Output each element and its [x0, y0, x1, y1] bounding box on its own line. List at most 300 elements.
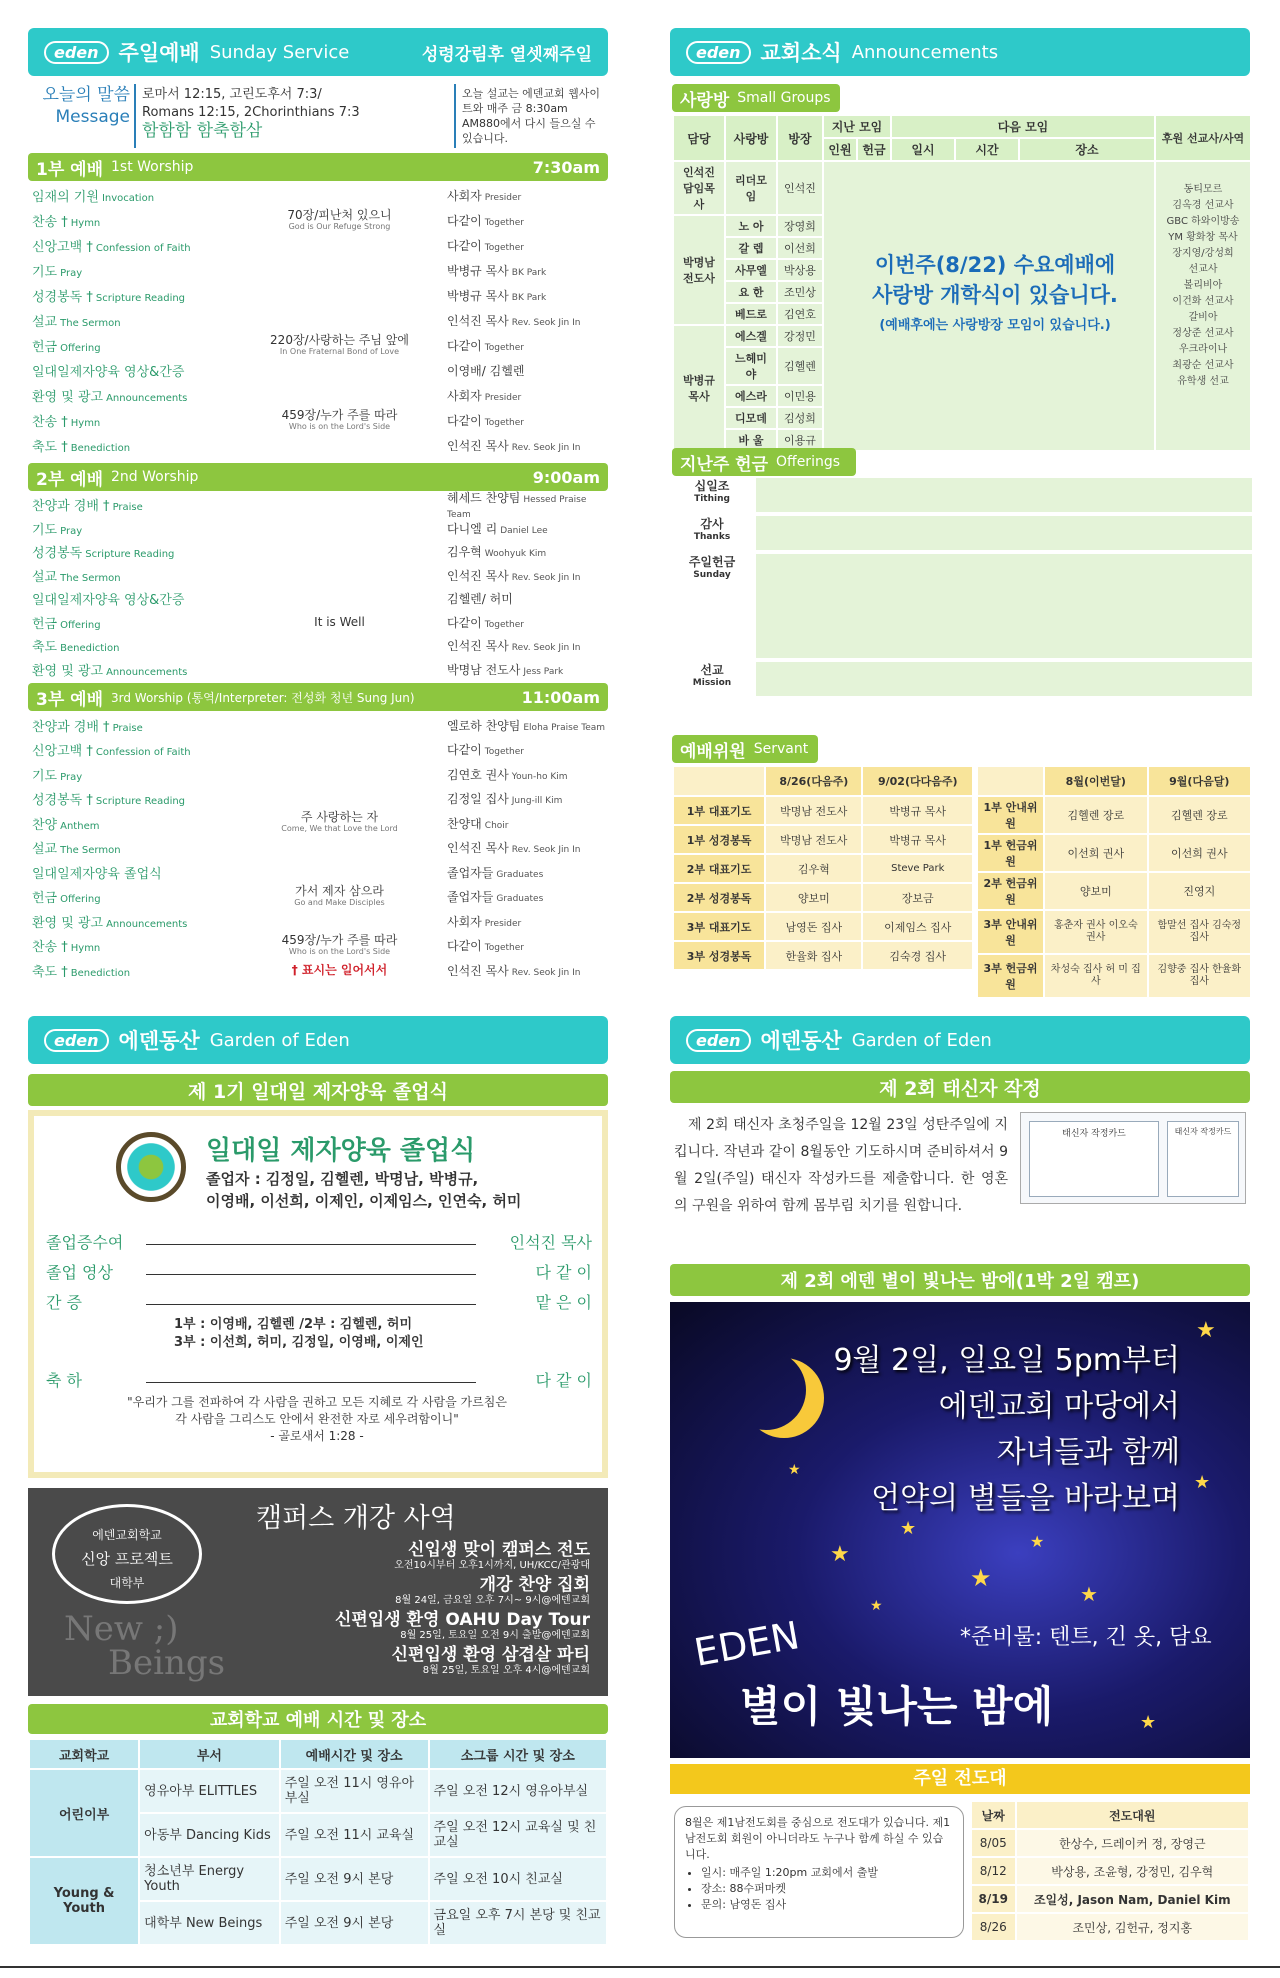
- order-leader-name-en: Youn-ho Kim: [511, 771, 568, 782]
- order-item-name-en: Hymn: [70, 218, 101, 229]
- star-icon: ★: [1080, 1582, 1098, 1606]
- order-item: [32, 519, 232, 538]
- order-music-title: 주 사랑하는 자: [300, 810, 379, 825]
- school-head-cell: 부서: [139, 1739, 280, 1769]
- order-row: [32, 333, 608, 358]
- offering-row: [672, 662, 1252, 696]
- order-item: [32, 311, 232, 330]
- order-leader-name-en: Rev. Seok Jin In: [511, 572, 581, 583]
- servant-name: 박병규 목사: [862, 796, 973, 825]
- order-leader-name-en: Rev. Seok Jin In: [511, 443, 581, 453]
- order-leader: [447, 312, 608, 329]
- order-leader-name: 인석진 목사: [447, 841, 509, 856]
- program-leader: 맡 은 이: [535, 1293, 592, 1312]
- offering-label: [672, 554, 752, 658]
- servant-bar: 예배위원 Servant: [672, 735, 818, 763]
- order-item-name: 설교: [32, 842, 58, 858]
- offering-label: [672, 478, 752, 512]
- order-row: [32, 258, 608, 283]
- servant-row: [673, 796, 973, 825]
- order-item-name: 설교: [32, 315, 58, 330]
- order-leader: [447, 637, 608, 654]
- order-item: [32, 386, 232, 405]
- order-music-subtitle: Who is on the Lord's Side: [288, 946, 391, 956]
- order-item-name: 헌금: [32, 616, 58, 632]
- order-leader: [447, 412, 608, 429]
- offering-amount: [756, 662, 1252, 696]
- order-music-title: 459장/누가 주를 따라: [281, 932, 398, 947]
- order-row: [32, 433, 608, 458]
- order-item: [32, 740, 232, 759]
- order-row: [32, 713, 608, 738]
- evangelism-info: 8월은 제1남전도회를 중심으로 전도대가 있습니다. 제1 남전도회 회원이 아니더라도 누구나 함께 하실 수 있습니다. • 일시: 매주일 1:20pm 교회에서 출발 • 장소: 88수퍼마켓 • 문의: 남영돈 집사: [674, 1806, 964, 1938]
- evangelism-members: 한상수, 드레이커 정, 장영근: [1016, 1829, 1249, 1857]
- order-leader-name: 박병규 목사: [447, 264, 509, 278]
- order-leader-name-en: Daniel Lee: [500, 525, 548, 536]
- scripture: 로마서 12:15, 고린도후서 7:3/ Romans 12:15, 2Chorinthians 7:3 함함함 함축함삼: [142, 87, 360, 141]
- group-leader: 박명남 전도사: [673, 215, 725, 325]
- order-item-name: 신앙고백 †: [32, 240, 93, 255]
- program-row: [46, 1368, 592, 1394]
- event-detail: 오전10시부터 오후1시까지, UH/KCC/관광대: [394, 1560, 590, 1571]
- missionary-name: 갈비아: [1188, 312, 1218, 323]
- order-music-title: 70장/피난처 있으니: [287, 207, 392, 222]
- servant-row: [673, 883, 973, 912]
- offering-name: 감사: [700, 517, 724, 531]
- servant-head: [673, 766, 973, 796]
- evangelism-row: [971, 1913, 1249, 1941]
- order-music-title: 459장/누가 주를 따라: [281, 407, 398, 422]
- order-leader: [447, 790, 608, 807]
- order-row: [32, 358, 608, 383]
- order-item-name-en: Announcements: [106, 918, 188, 930]
- order-music-title: 가서 제자 삼으라: [295, 883, 384, 898]
- order-leader-name-en: Together: [484, 418, 524, 428]
- group-name: 느헤미야: [725, 347, 777, 385]
- program-line: [146, 1304, 476, 1305]
- missionary-name: 정상준 선교사: [1172, 328, 1234, 339]
- servant-row: [673, 854, 973, 883]
- star-icon: ★: [1194, 1472, 1211, 1493]
- group-name: 베드로: [725, 303, 777, 325]
- program-line: [146, 1274, 476, 1275]
- order-item-name-en: Anthem: [60, 820, 100, 832]
- order-item-name-en: Praise: [112, 502, 143, 514]
- order-item: [32, 436, 232, 455]
- servant-name: 김향중 집사 한율화 집사: [1148, 954, 1251, 998]
- school-bar: 교회학교 예배 시간 및 장소: [28, 1704, 608, 1734]
- order-item-name: 성경봉독 †: [32, 290, 93, 305]
- order-item-name: 설교: [32, 569, 58, 585]
- program-item: 졸업 영상: [46, 1263, 113, 1282]
- servant-table-right: [976, 765, 1252, 999]
- order-leader: [447, 962, 608, 979]
- school-d: 영유아부 ELITTLES: [139, 1769, 280, 1813]
- evangelism-head: [971, 1801, 1249, 1829]
- order-item: [32, 236, 232, 255]
- offering-amount: [756, 516, 1252, 550]
- order-leader: [447, 913, 608, 930]
- order-item-name: 기도: [32, 265, 58, 280]
- order-leader-name: 박명남 전도사: [447, 662, 521, 677]
- order-leader-name-en: Jung-ill Kim: [511, 796, 563, 807]
- order-leader-name-en: Jess Park: [523, 666, 564, 677]
- order-leader-name: 김연호 권사: [447, 767, 509, 782]
- card-bar: 제 2회 태신자 작정: [670, 1071, 1250, 1103]
- offering-label: [672, 662, 752, 696]
- worship1-bar: 1부 예배 1st Worship 7:30am: [28, 153, 608, 181]
- school-d: 대학부 New Beings: [139, 1901, 280, 1945]
- school-s: 주일 오전 12시 교육실 및 친교실: [429, 1813, 607, 1857]
- event-detail: 8월 24일, 금요일 오후 7시~ 9시@에덴교회: [395, 1595, 590, 1606]
- campus-logo: 에덴교회학교 신앙 프로젝트 대학부: [52, 1504, 202, 1604]
- servant-name: 김우혁: [765, 854, 862, 883]
- order-item-name: 일대일제자양육 영상&간증: [32, 593, 185, 609]
- missionary-name: YM 황화창 목사: [1168, 232, 1238, 243]
- servant-name: 양보미: [765, 883, 862, 912]
- order-leader-name-en: Presider: [484, 918, 522, 929]
- servant-table-left: [672, 765, 974, 971]
- servant-name: 차성숙 집사 허 미 집사: [1044, 954, 1147, 998]
- order-item: [32, 863, 232, 882]
- section-title: 주일예배: [118, 41, 200, 65]
- school-s: 주일 오전 12시 영유아부실: [429, 1769, 607, 1813]
- card-back: 태신자 작정카드: [1167, 1121, 1239, 1197]
- order-leader-name-en: Rev. Seok Jin In: [511, 845, 581, 856]
- offering-label: [672, 516, 752, 550]
- servant-row: [673, 825, 973, 854]
- order-leader: [447, 864, 608, 881]
- order-leader: [447, 543, 608, 560]
- small-groups-table: 담당 사랑방 방장 지난 모임 다음 모임 후원 선교사/사역 인원 헌금 일시 시간 장소 인석진 담임목사 리더모임 인석진 박명남 전도사 노 아 장영희 갈 렙 이선희 사무엘 박상용 요 한 조민상 베드로 김연호 박병규 목사 에스겔 강정민 느헤미야 김헬렌 에스라 이민용 디모데 김성희 바 울 이용규: [672, 114, 1252, 452]
- order-leader-name: 다같이: [447, 239, 482, 253]
- group-host: 이선희: [777, 237, 823, 259]
- servant-row: [977, 954, 1251, 998]
- order-row: [32, 587, 608, 611]
- order-leader-name-en: Rev. Seok Jin In: [511, 967, 581, 978]
- order-row: [32, 934, 608, 959]
- order-leader-name-en: Hessed Praise Team: [447, 495, 587, 521]
- order-music: [232, 409, 447, 433]
- servant-role: 3부 헌금위원: [977, 954, 1044, 998]
- campus-ministry-panel: [28, 1488, 608, 1696]
- school-head-cell: 소그룹 시간 및 장소: [429, 1739, 607, 1769]
- order-item-name: 축도 †: [32, 440, 68, 455]
- order-item: [32, 566, 232, 585]
- servant-head: [977, 766, 1251, 796]
- evangelism-row: [971, 1857, 1249, 1885]
- missionary-list: [1155, 182, 1251, 390]
- servant-role: 3부 대표기도: [673, 912, 765, 941]
- order-item-name: 기도: [32, 522, 58, 538]
- message-label: 오늘의 말씀 Message: [42, 85, 130, 127]
- order-leader-name: 사회자: [447, 914, 482, 929]
- servant-name: 남영돈 집사: [765, 912, 862, 941]
- servant-name: 김헬렌 장로: [1044, 796, 1147, 834]
- order-row: [32, 762, 608, 787]
- order-item: [32, 542, 232, 561]
- order-leader-name: 인석진 목사: [447, 639, 509, 654]
- servant-head-cell: 9/02(다다음주): [862, 766, 973, 796]
- order-item-name-en: Pray: [60, 268, 83, 279]
- order-leader-name-en: Graduates: [496, 869, 544, 880]
- program-row: [46, 1260, 592, 1286]
- school-w: 주일 오전 9시 본당: [280, 1857, 429, 1901]
- group-name: 갈 렙: [725, 237, 777, 259]
- servant-role: 1부 안내위원: [977, 796, 1044, 834]
- order-leader-name: 졸업자들: [447, 890, 494, 905]
- order-item-name-en: Benediction: [60, 643, 120, 655]
- order-leader-name-en: Rev. Seok Jin In: [511, 643, 581, 654]
- missionary-name: 동티모르: [1183, 184, 1223, 195]
- order-leader: [447, 567, 608, 584]
- garden-header-left: eden 에덴동산 Garden of Eden: [28, 1016, 608, 1064]
- order-item-name: 환영 및 광고: [32, 663, 104, 679]
- servant-role: 2부 대표기도: [673, 854, 765, 883]
- order-item: [32, 613, 232, 632]
- order-item: [32, 186, 232, 205]
- evangelism-bar: 주일 전도대: [670, 1764, 1250, 1794]
- order-leader-name: 다같이: [447, 615, 482, 630]
- order-music-subtitle: Come, We that Love the Lord: [281, 824, 398, 834]
- group-name: 리더모임: [725, 161, 777, 215]
- missionary-name: 유학생 선교: [1177, 376, 1229, 387]
- order-item-name: 임재의 기원: [32, 190, 99, 205]
- servant-row: [977, 872, 1251, 910]
- order-row: [32, 634, 608, 658]
- evangelism-date: 8/12: [971, 1857, 1016, 1885]
- order-row: [32, 658, 608, 682]
- order-music-title: † 표시는 일어서서: [291, 963, 388, 978]
- order-leader: [447, 520, 608, 537]
- order-music-subtitle: In One Fraternal Bond of Love: [279, 346, 400, 356]
- group-host: 박상용: [777, 259, 823, 281]
- order-leader: [447, 590, 608, 607]
- order-leader-name: 사회자: [447, 189, 482, 203]
- servant-name: 한율화 집사: [765, 941, 862, 970]
- order-item: [32, 814, 232, 833]
- servant-name: 홍춘자 권사 이오숙 권사: [1044, 910, 1147, 954]
- order-row: [32, 860, 608, 885]
- evangelism-detail: • 장소: 88수퍼마켓: [701, 1881, 953, 1897]
- eden-title: EDEN: [690, 1613, 803, 1675]
- order-item-name-en: Offering: [60, 619, 101, 631]
- order-leader: [447, 937, 608, 954]
- evangelism-table: [970, 1800, 1250, 1942]
- missionary-name: 선교사: [1188, 264, 1218, 275]
- order-item-name-en: Announcements: [106, 393, 188, 404]
- order-leader-name: 다니엘 리: [447, 521, 498, 536]
- servant-row: [977, 796, 1251, 834]
- servant-role: 3부 안내위원: [977, 910, 1044, 954]
- order-leader-name: 사회자: [447, 389, 482, 403]
- school-row: [29, 1857, 607, 1901]
- evangelism-date: 8/05: [971, 1829, 1016, 1857]
- missionary-name: GBC 하와이방송: [1166, 216, 1240, 227]
- servant-role: 2부 성경봉독: [673, 883, 765, 912]
- servant-name: 장보금: [862, 883, 973, 912]
- order-leader: [447, 766, 608, 783]
- broadcast-notice: 오늘 설교는 에덴교회 웹사이트와 매주 금 8:30am AM880에서 다시 들으실 수 있습니다.: [462, 87, 601, 145]
- order-item-name: 신앙고백 †: [32, 744, 93, 760]
- group-host: 조민상: [777, 281, 823, 303]
- starry-night-title: 별이 빛나는 밤에: [740, 1682, 1054, 1731]
- order-item-name-en: Pray: [60, 525, 83, 537]
- new-beings-logo: New ;) Beings: [64, 1609, 226, 1683]
- order-row: [32, 611, 608, 635]
- order-leader-name: 김우혁: [447, 545, 482, 560]
- group-host: 강정민: [777, 325, 823, 347]
- servant-role: 2부 헌금위원: [977, 872, 1044, 910]
- program-item: 간 증: [46, 1293, 82, 1312]
- order-row: [32, 738, 608, 763]
- evangelism-members: 조일성, Jason Nam, Daniel Kim: [1016, 1885, 1249, 1913]
- star-icon: ★: [788, 1462, 801, 1478]
- graduation-box: [28, 1110, 608, 1478]
- program-line: [146, 1244, 476, 1245]
- servant-name: 함말선 집사 김숙정 집사: [1148, 910, 1251, 954]
- order-leader-name-en: Together: [484, 343, 524, 353]
- testimony-list: 1부 : 이영배, 김헬렌 /2부 : 김헬렌, 허미 3부 : 이선희, 허미, 김정일, 이영배, 이제인: [174, 1317, 424, 1350]
- school-d: 청소년부 Energy Youth: [139, 1857, 280, 1901]
- order-leader-name: 김정일 집사: [447, 792, 509, 807]
- group-host: 김헬렌: [777, 347, 823, 385]
- order-row: [32, 540, 608, 564]
- order-item-name: 찬송 †: [32, 415, 68, 430]
- order-row: [32, 233, 608, 258]
- starry-night-poster: [670, 1302, 1250, 1758]
- evangelism-row: [971, 1829, 1249, 1857]
- order-item-name-en: Scripture Reading: [85, 549, 175, 561]
- sunday-subtitle: 성령강림후 열셋째주일: [421, 44, 592, 65]
- order-leader-name: 김헬렌/ 허미: [447, 592, 513, 607]
- order-row: [32, 787, 608, 812]
- servant-row: [977, 834, 1251, 872]
- group-name: 에스라: [725, 385, 777, 407]
- order-leader: [447, 237, 608, 254]
- order-leader-name: 다같이: [447, 339, 482, 353]
- missionary-name: 우크라이나: [1178, 344, 1228, 355]
- order-item-name: 기도: [32, 768, 58, 784]
- worship3-order: [32, 713, 608, 983]
- order-item-name-en: Confession of Faith: [95, 747, 191, 759]
- order-item: [32, 936, 232, 955]
- school-group: Young & Youth: [29, 1857, 139, 1945]
- order-leader-name: 엘로하 찬양팀: [447, 718, 521, 733]
- missionary-name: 김옥경 선교사: [1172, 200, 1234, 211]
- sunday-header: [28, 28, 608, 76]
- order-item-name: 성경봉독 †: [32, 793, 93, 809]
- order-leader: [447, 839, 608, 856]
- garden-header-right: eden 에덴동산 Garden of Eden: [670, 1016, 1250, 1064]
- order-item-name-en: Pray: [60, 771, 83, 783]
- servant-role: 3부 성경봉독: [673, 941, 765, 970]
- servant-name: 양보미: [1044, 872, 1147, 910]
- section-title-en: Sunday Service: [209, 41, 350, 63]
- order-leader-name-en: Together: [484, 218, 524, 228]
- order-item-name-en: The Sermon: [60, 318, 121, 329]
- order-leader-name: 인석진 목사: [447, 568, 509, 583]
- order-item: [32, 286, 232, 305]
- order-leader-name-en: Rev. Seok Jin In: [511, 318, 581, 328]
- order-row: [32, 517, 608, 541]
- servant-head-cell: 8/26(다음주): [765, 766, 862, 796]
- order-item-name-en: Offering: [60, 894, 101, 906]
- order-music: [232, 964, 447, 976]
- servant-row: [977, 910, 1251, 954]
- servant-name: 박병규 목사: [862, 825, 973, 854]
- servant-name: 김숙경 집사: [862, 941, 973, 970]
- missionary-name: 이건화 선교사: [1172, 296, 1234, 307]
- announcements-header: eden 교회소식 Announcements: [670, 28, 1250, 76]
- order-row: [32, 283, 608, 308]
- order-leader-name-en: Graduates: [496, 894, 544, 905]
- offering-amount: [756, 554, 1252, 658]
- group-host: 장영희: [777, 215, 823, 237]
- program-leader: 다 같 이: [535, 1263, 592, 1282]
- campus-title: 캠퍼스 개강 사역: [256, 1503, 456, 1534]
- missionary-name: 최광순 선교사: [1172, 360, 1234, 371]
- school-w: 주일 오전 11시 교육실: [280, 1813, 429, 1857]
- order-leader-name-en: Together: [484, 243, 524, 253]
- order-leader-name-en: Woohyuk Kim: [484, 549, 547, 560]
- school-row: [29, 1769, 607, 1813]
- prep-list: *준비물: 텐트, 긴 옷, 담요: [960, 1625, 1212, 1650]
- order-leader: [447, 888, 608, 905]
- eden-logo-icon: eden: [44, 41, 109, 64]
- order-music-subtitle: Go and Make Disciples: [294, 897, 385, 907]
- school-head: [29, 1739, 607, 1769]
- order-item-name-en: Offering: [60, 343, 101, 354]
- servant-head-cell: 8월(이번달): [1044, 766, 1147, 796]
- group-host: 이민용: [777, 385, 823, 407]
- evangelism-members: 박상용, 조윤형, 강정민, 김우혁: [1016, 1857, 1249, 1885]
- order-item-name-en: Hymn: [70, 943, 101, 955]
- evangelism-head-cell: 날짜: [971, 1801, 1016, 1829]
- order-leader-name: 다같이: [447, 414, 482, 428]
- offering-row: [672, 516, 1252, 550]
- servant-role: 1부 헌금위원: [977, 834, 1044, 872]
- school-s: 금요일 오후 7시 본당 및 친교실: [429, 1901, 607, 1945]
- servant-row: [673, 912, 973, 941]
- evangelism-date: 8/26: [971, 1913, 1016, 1941]
- order-row: [32, 564, 608, 588]
- evangelism-detail: • 일시: 매주일 1:20pm 교회에서 출발: [701, 1865, 953, 1881]
- offering-name-en: Mission: [692, 678, 732, 688]
- order-item-name-en: Benediction: [70, 967, 131, 979]
- school-w: 주일 오전 11시 영유아부실: [280, 1769, 429, 1813]
- school-head-cell: 예배시간 및 장소: [280, 1739, 429, 1769]
- order-item-name: 찬송 †: [32, 940, 68, 956]
- group-name: 디모데: [725, 407, 777, 429]
- order-music: [232, 934, 447, 958]
- servant-row: [673, 941, 973, 970]
- evangelism-members: 조민상, 김헌규, 정지홍: [1016, 1913, 1249, 1941]
- order-leader: [447, 287, 608, 304]
- order-row: [32, 183, 608, 208]
- order-item: [32, 838, 232, 857]
- star-icon: ★: [900, 1518, 917, 1539]
- star-icon: ★: [830, 1542, 850, 1567]
- order-item-name-en: Scripture Reading: [95, 796, 186, 808]
- offering-name: 십일조: [694, 479, 730, 493]
- order-item-name: 헌금: [32, 891, 58, 907]
- offering-name: 선교: [700, 663, 724, 677]
- order-leader-name: 이영배/ 김헬렌: [447, 364, 525, 378]
- order-item: [32, 361, 232, 380]
- event-title: 신편입생 환영 OAHU Day Tour: [334, 1610, 590, 1630]
- group-leader: 인석진 담임목사: [673, 161, 725, 215]
